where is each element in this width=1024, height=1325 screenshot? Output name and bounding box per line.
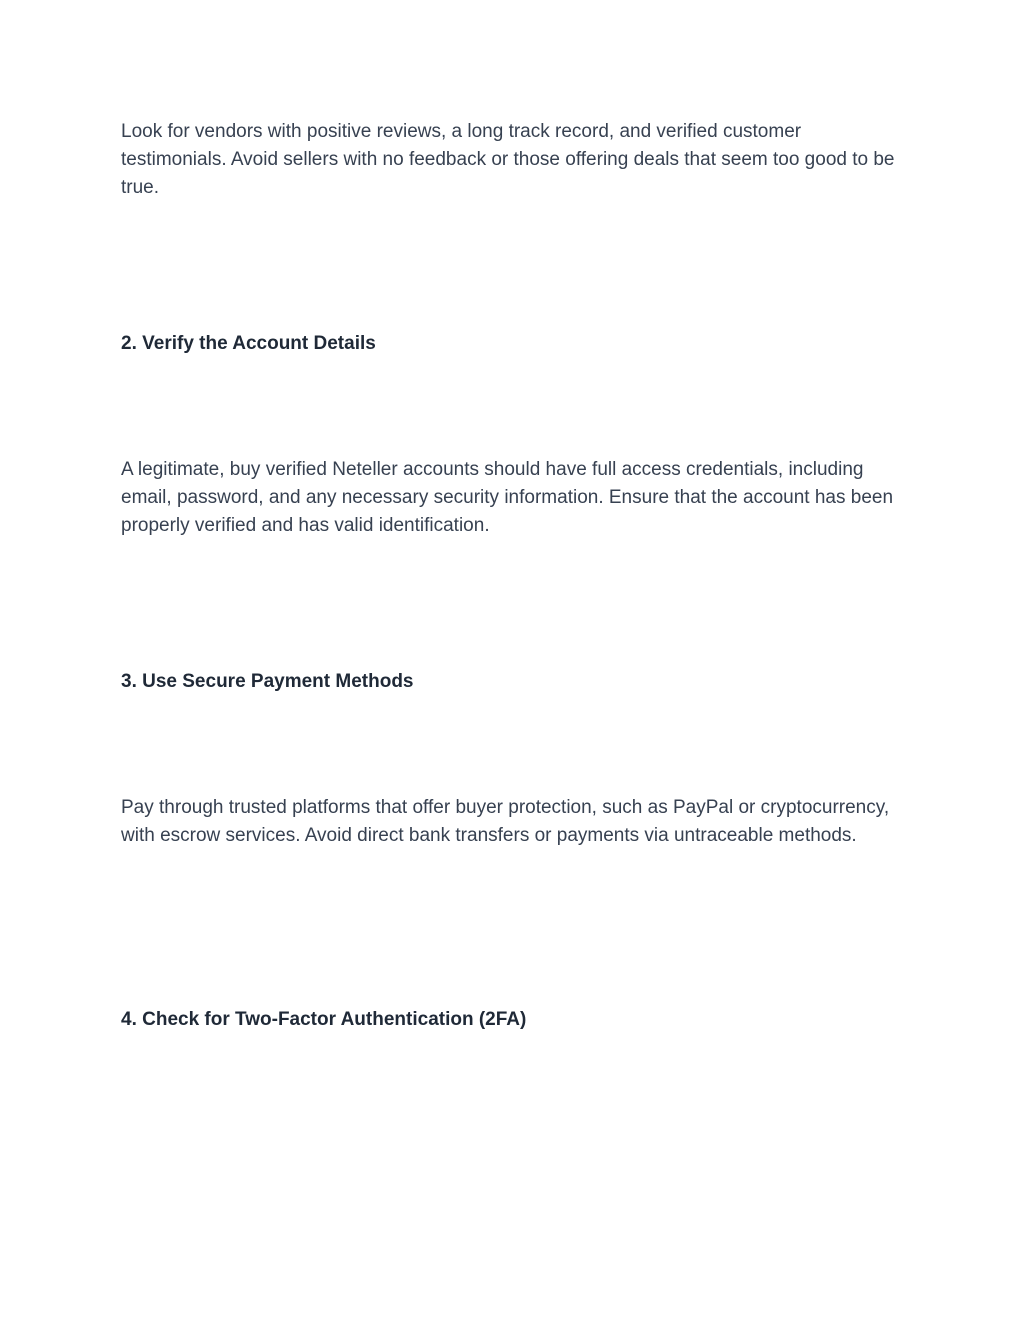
- paragraph-account-details: A legitimate, buy verified Neteller accounts should have full access credentials, including email, password, and any necessary security information. Ensure that the account has been properly verified and has valid identification.: [121, 459, 894, 536]
- paragraph-vendor-reviews: Look for vendors with positive reviews, a long track record, and verified customer testimonials. Avoid sellers with no feedback or those offering deals that seem too good to be true.: [121, 121, 895, 198]
- paragraph-payment-methods: Pay through trusted platforms that offer buyer protection, such as PayPal or cryptocurrency, with escrow services. Avoid direct bank transfers or payments via untraceable methods.: [121, 797, 890, 846]
- heading-secure-payment-methods: 3. Use Secure Payment Methods: [121, 671, 414, 692]
- heading-verify-account-details: 2. Verify the Account Details: [121, 333, 376, 354]
- heading-two-factor-authentication: 4. Check for Two-Factor Authentication (2FA): [121, 1009, 527, 1030]
